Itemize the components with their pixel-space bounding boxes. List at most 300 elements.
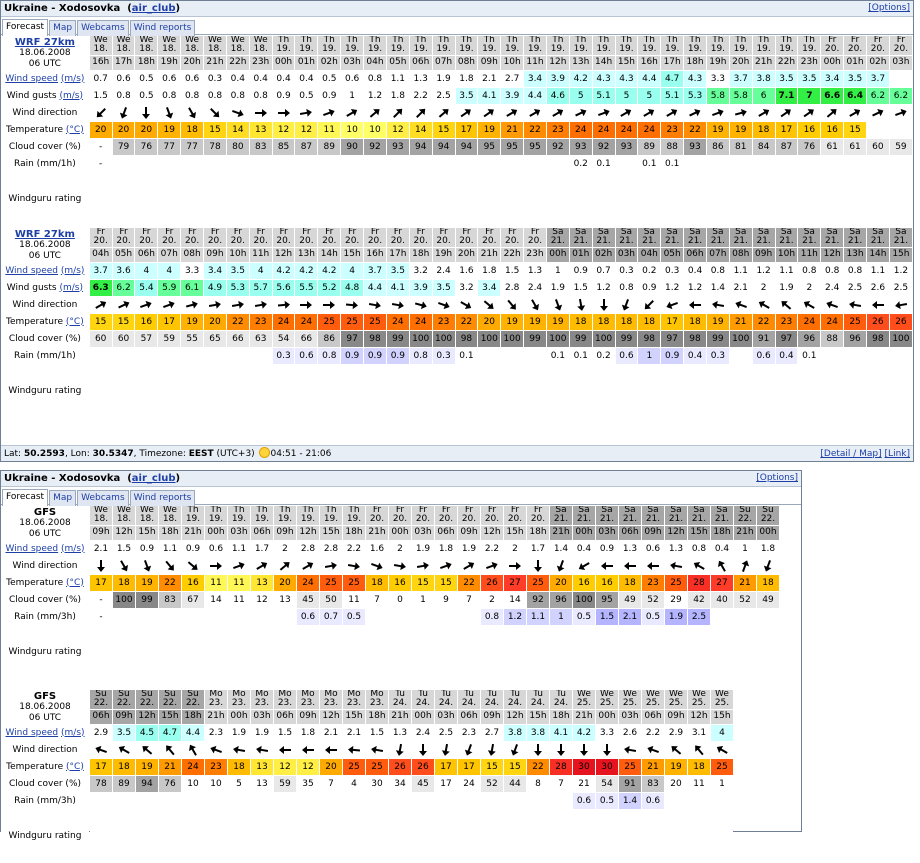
day-cell <box>665 506 687 525</box>
temperature-cell: 25 <box>343 759 365 775</box>
day-date: 23. <box>323 698 339 709</box>
units-link[interactable]: (m/s) <box>60 73 85 84</box>
club-link[interactable]: air_club <box>131 3 176 14</box>
link-link[interactable]: [Link] <box>884 449 910 459</box>
day-name: Mo <box>232 690 246 700</box>
spot-title: Ukraine - Xodosovka <box>4 3 121 14</box>
tab-webcams[interactable]: Webcams <box>77 20 129 36</box>
wind-speed-cell: 4 <box>711 725 733 741</box>
temperature-cell: 17 <box>90 575 112 591</box>
cloud-cover-cell: 57 <box>135 331 157 347</box>
hour-cell: 06h <box>435 526 457 540</box>
cloud-cover-cell: 5 <box>228 776 250 792</box>
wind-speed-cell: 2.1 <box>478 71 500 87</box>
day-cell <box>341 36 363 55</box>
wind-arrow-icon <box>482 298 496 312</box>
day-cell <box>90 228 112 247</box>
wind-arrow-icon <box>757 106 771 120</box>
wind-direction-cell <box>135 105 157 121</box>
temperature-cell: 24 <box>182 759 204 775</box>
wind-speed-label <box>1 725 89 741</box>
rain-cell <box>456 156 478 172</box>
wind-gust-cell: 0.8 <box>181 88 203 104</box>
wind-direction-cell <box>821 105 843 121</box>
day-name: Th <box>758 36 770 46</box>
units-link[interactable]: (m/s) <box>61 543 85 554</box>
wind-direction-cell <box>684 105 706 121</box>
day-cell <box>113 36 135 55</box>
temperature-cell: 30 <box>573 759 595 775</box>
hour-cell: 18h <box>711 526 733 540</box>
day-name: Fr <box>188 228 197 238</box>
hour-cell: 02h <box>593 248 615 262</box>
cloud-cover-cell: 78 <box>90 776 112 792</box>
temperature-cell: 25 <box>844 314 866 330</box>
wind-arrow-icon <box>485 559 499 573</box>
temperature-cell: 24 <box>387 314 409 330</box>
rain-cell <box>250 348 272 364</box>
cloud-cover-cell: 100 <box>730 331 752 347</box>
rain-cell: 0.1 <box>661 156 683 172</box>
rain-cell <box>204 348 226 364</box>
day-cell <box>619 690 641 709</box>
day-cell <box>711 690 733 709</box>
wind-direction-cell <box>688 558 710 574</box>
day-cell <box>251 690 273 709</box>
day-cell <box>753 36 775 55</box>
wind-arrow-icon <box>669 559 683 573</box>
wind-direction-cell <box>524 297 546 313</box>
wind-speed-cell: 0.5 <box>318 71 340 87</box>
units-link[interactable]: (°C) <box>65 316 84 327</box>
wind-direction-cell <box>844 105 866 121</box>
day-cell <box>458 690 480 709</box>
tab-webcams[interactable]: Webcams <box>77 490 129 506</box>
day-date: 20. <box>253 236 268 247</box>
rain-cell: 0.5 <box>596 793 618 809</box>
day-name: Su <box>762 506 774 516</box>
wind-gust-cell: 0.8 <box>616 280 638 296</box>
day-date: 19. <box>367 44 383 55</box>
wind-direction-cell <box>158 105 180 121</box>
rain-cell <box>821 156 843 172</box>
day-date: 19. <box>527 44 543 55</box>
rain-cell <box>343 793 365 809</box>
day-date: 20. <box>461 514 477 525</box>
wind-gust-cell: 0.9 <box>638 280 660 296</box>
units-link[interactable]: (m/s) <box>59 282 83 293</box>
rating-area <box>90 173 912 225</box>
temperature-cell: 18 <box>684 314 706 330</box>
temperature-cell: 24 <box>638 122 660 138</box>
wind-speed-cell: 4.4 <box>182 725 204 741</box>
day-date: 23. <box>369 698 385 709</box>
day-date: 25. <box>599 698 615 709</box>
hour-cell: 03h <box>890 56 912 70</box>
wind-gust-cell: 2.2 <box>410 88 432 104</box>
cloud-cover-cell: 81 <box>730 139 752 155</box>
day-date: 24. <box>530 698 546 709</box>
rating-row <box>1 173 912 225</box>
day-name: Sa <box>826 228 838 238</box>
model-name[interactable]: WRF 27km <box>14 229 75 240</box>
wind-arrow-icon <box>711 106 725 120</box>
day-name: Th <box>712 36 724 46</box>
day-date: 18. <box>93 44 108 55</box>
wind-direction-cell <box>159 742 181 758</box>
cloud-cover-cell: 100 <box>433 331 455 347</box>
day-name: Fr <box>325 228 334 238</box>
hour-cell: 09h <box>113 710 135 724</box>
cloud-cover-text: Cloud cover (%) <box>8 594 82 605</box>
wind-arrow-icon <box>140 743 154 757</box>
wind-gust-cell: 6.2 <box>867 88 889 104</box>
cloud-cover-cell: 96 <box>550 592 572 608</box>
rain-cell: 0.8 <box>481 609 503 625</box>
hour-cell: 12h <box>665 526 687 540</box>
windguru-rating-text: Windguru rating <box>8 193 82 204</box>
day-date: 19. <box>710 44 726 55</box>
day-date: 21. <box>687 236 703 247</box>
wind-direction-cell <box>527 558 549 574</box>
day-date: 23. <box>254 698 270 709</box>
tab-map[interactable]: Map <box>49 20 76 36</box>
wind-arrow-icon <box>370 743 384 757</box>
temperature-cell: 11 <box>228 575 250 591</box>
cloud-cover-cell: 89 <box>638 139 660 155</box>
day-name: Sa <box>712 228 724 238</box>
rain-cell <box>250 156 272 172</box>
rain-cell: 0.3 <box>707 348 729 364</box>
cloud-cover-cell: 14 <box>504 592 526 608</box>
options-link[interactable]: [Options] <box>756 473 798 483</box>
rating-area <box>90 810 733 862</box>
rain-cell <box>251 609 273 625</box>
day-cell <box>250 36 272 55</box>
tab-forecast[interactable]: Forecast <box>2 19 48 36</box>
wind-speed-cell: 2.1 <box>90 541 112 557</box>
units-link[interactable]: (°C) <box>65 124 84 135</box>
wind-gust-cell: 2.8 <box>501 280 523 296</box>
rain-cell: 1 <box>638 348 660 364</box>
temperature-cell: 18 <box>366 575 388 591</box>
hour-cell: 17h <box>661 56 683 70</box>
wind-arrow-icon <box>439 559 453 573</box>
day-cell <box>867 228 889 247</box>
wind-direction-cell <box>688 742 710 758</box>
rain-cell: 0.1 <box>570 348 592 364</box>
day-cell <box>410 36 432 55</box>
wind-arrow-icon <box>209 559 223 573</box>
club-link[interactable]: air_club <box>131 473 176 484</box>
forecast-table <box>0 689 734 863</box>
temperature-cell: 12 <box>297 759 319 775</box>
temperature-cell: 18 <box>228 759 250 775</box>
day-name: Th <box>325 506 337 516</box>
hour-cell: 12h <box>136 710 158 724</box>
wind-speed-cell: 1.3 <box>665 541 687 557</box>
wind-arrow-icon <box>322 298 336 312</box>
temperature-cell: 21 <box>642 759 664 775</box>
wind-direction-cell <box>136 558 158 574</box>
day-cell <box>593 228 615 247</box>
wind-arrow-icon <box>642 106 656 120</box>
day-name: Fr <box>896 36 906 46</box>
wind-speed-cell: 1.9 <box>433 71 455 87</box>
wind-speed-cell: 4.2 <box>273 263 295 279</box>
day-name: Th <box>302 506 314 516</box>
wind-arrow-icon <box>665 298 679 312</box>
wind-speed-cell: 0.6 <box>181 71 203 87</box>
cloud-cover-cell: 95 <box>524 139 546 155</box>
wind-gust-cell: 0.8 <box>250 88 272 104</box>
day-date: 19. <box>687 44 703 55</box>
day-cell <box>821 228 843 247</box>
temperature-cell: 11 <box>205 575 227 591</box>
units-link[interactable]: (°C) <box>66 761 84 772</box>
cloud-cover-cell: 7 <box>458 592 480 608</box>
hour-cell: 18h <box>684 56 706 70</box>
tab-forecast[interactable]: Forecast <box>2 489 48 506</box>
cloud-cover-cell: 1 <box>711 776 733 792</box>
units-link[interactable]: (°C) <box>66 577 84 588</box>
wind-speed-link[interactable]: Wind speed <box>5 265 59 276</box>
hour-cell: 09h <box>297 710 319 724</box>
day-name: We <box>117 506 131 516</box>
wind-arrow-icon <box>779 298 793 312</box>
day-cell <box>844 36 866 55</box>
day-name: We <box>93 36 108 46</box>
options-link[interactable]: [Options] <box>868 3 910 13</box>
day-name: Su <box>118 690 130 700</box>
rain-cell <box>730 348 752 364</box>
day-cell <box>573 690 595 709</box>
day-name: Mo <box>324 690 338 700</box>
cloud-cover-cell: 13 <box>251 776 273 792</box>
day-name: Th <box>300 36 313 46</box>
wind-arrow-icon <box>393 743 407 757</box>
wind-arrow-icon <box>254 106 268 120</box>
cloud-cover-cell: 100 <box>547 331 569 347</box>
day-cell <box>570 36 592 55</box>
wind-arrow-icon <box>186 559 200 573</box>
hour-cell: 09h <box>753 248 775 262</box>
day-name: Th <box>529 36 541 46</box>
wind-arrow-icon <box>232 743 246 757</box>
wind-speed-cell: 4 <box>158 263 180 279</box>
hour-cell: 14h <box>593 56 615 70</box>
day-name: Sa <box>670 506 682 516</box>
wind-direction-cell <box>661 297 683 313</box>
cloud-cover-cell: 52 <box>734 592 756 608</box>
day-date: 19. <box>344 44 360 55</box>
wind-speed-cell: 1.5 <box>113 541 135 557</box>
windguru-rating-text: Windguru rating <box>8 385 82 396</box>
rain-label <box>1 156 89 172</box>
day-cell <box>734 506 756 525</box>
hour-cell: 18h <box>550 710 572 724</box>
model-name: GFS <box>33 507 57 518</box>
wind-gust-cell: 5.1 <box>593 88 615 104</box>
tab-wind-reports[interactable]: Wind reports <box>130 490 196 506</box>
hour-cell: 15h <box>320 526 342 540</box>
day-date: 20. <box>299 236 314 247</box>
cloud-cover-cell: 14 <box>205 592 227 608</box>
wind-direction-cell <box>295 105 317 121</box>
wind-speed-cell: 1.5 <box>366 725 388 741</box>
day-date: 19. <box>504 44 520 55</box>
wind-gust-cell: 1.2 <box>684 280 706 296</box>
day-name: We <box>646 690 660 700</box>
day-date: 20. <box>390 236 406 247</box>
wind-arrow-icon <box>505 106 519 120</box>
wind-direction-cell <box>501 105 523 121</box>
cloud-cover-cell: 94 <box>136 776 158 792</box>
temperature-cell: 28 <box>688 575 710 591</box>
rain-cell: 0.3 <box>273 348 295 364</box>
rain-cell <box>113 793 135 809</box>
rain-cell <box>113 348 135 364</box>
temperature-cell: 21 <box>734 575 756 591</box>
hour-cell: 07h <box>707 248 729 262</box>
temperature-cell: 18 <box>688 759 710 775</box>
day-cell <box>320 690 342 709</box>
rain-cell <box>318 156 340 172</box>
wind-direction-cell <box>159 558 181 574</box>
units-link[interactable]: (m/s) <box>61 727 85 738</box>
wind-speed-link[interactable]: Wind speed <box>5 543 59 554</box>
day-date: 18. <box>184 44 200 55</box>
day-cell <box>366 506 388 525</box>
wind-speed-link[interactable]: Wind speed <box>5 73 59 84</box>
wind-direction-cell <box>573 742 595 758</box>
rain-cell <box>478 348 500 364</box>
temperature-cell: 23 <box>642 575 664 591</box>
wind-arrow-icon <box>117 298 131 312</box>
wind-direction-cell <box>341 297 363 313</box>
day-cell <box>501 228 523 247</box>
rain-cell <box>205 793 227 809</box>
cloud-cover-cell: 100 <box>478 331 500 347</box>
cloud-cover-cell: 60 <box>113 331 135 347</box>
wind-arrow-icon <box>551 106 565 120</box>
day-date: 19. <box>459 44 474 55</box>
day-date: 22. <box>162 698 178 709</box>
model-name[interactable]: WRF 27km <box>14 37 75 48</box>
day-date: 21. <box>710 236 726 247</box>
wind-gust-cell: 1.5 <box>570 280 592 296</box>
temperature-cell: 24 <box>273 314 295 330</box>
day-cell <box>297 690 319 709</box>
wind-gust-cell: 5.5 <box>295 280 317 296</box>
hour-cell: 00h <box>412 710 434 724</box>
units-link[interactable]: (m/s) <box>59 90 83 101</box>
day-date: 19. <box>300 514 316 525</box>
wind-direction-cell <box>343 558 365 574</box>
rain-cell <box>798 156 820 172</box>
hour-cell: 01h <box>844 56 866 70</box>
hour-cell: 15h <box>527 710 549 724</box>
rain-cell: 0.8 <box>318 348 340 364</box>
cloud-cover-cell: 50 <box>320 592 342 608</box>
temperature-cell: 13 <box>251 759 273 775</box>
day-cell <box>478 36 500 55</box>
wind-direction-cell <box>295 297 317 313</box>
temperature-cell: 12 <box>295 122 317 138</box>
day-date: 19. <box>276 44 291 55</box>
hour-cell: 05h <box>387 56 409 70</box>
rain-cell <box>90 793 112 809</box>
day-date: 21. <box>573 236 588 247</box>
wind-direction-cell <box>593 297 615 313</box>
rain-cell <box>113 156 135 172</box>
wind-direction-cell <box>205 558 227 574</box>
rating-row <box>1 365 912 417</box>
day-cell <box>665 690 687 709</box>
wind-gust-cell: 5.2 <box>318 280 340 296</box>
wind-arrow-icon <box>94 559 108 573</box>
day-cell <box>181 228 203 247</box>
wind-gust-cell: 2.4 <box>821 280 843 296</box>
tab-map[interactable]: Map <box>49 490 76 506</box>
wind-direction-cell <box>410 297 432 313</box>
hour-cell: 10h <box>501 56 523 70</box>
longitude: 30.5347 <box>92 449 134 459</box>
wind-arrow-icon <box>825 106 839 120</box>
wind-direction-cell <box>867 297 889 313</box>
day-date: 24. <box>553 698 569 709</box>
wind-gust-cell: 5.3 <box>684 88 706 104</box>
hour-cell: 21h <box>205 710 227 724</box>
day-name: Fr <box>210 228 220 238</box>
wind-direction-cell <box>181 297 203 313</box>
day-date: 18. <box>139 514 155 525</box>
wind-direction-cell <box>730 105 752 121</box>
cloud-cover-cell: 93 <box>387 139 409 155</box>
temperature-cell: 25 <box>366 759 388 775</box>
forecast-date: 18.06.2008 <box>19 240 71 250</box>
rain-cell <box>410 156 432 172</box>
wind-arrow-icon <box>278 559 292 573</box>
forecast-date: 18.06.2008 <box>19 702 71 712</box>
hour-cell: 05h <box>113 248 135 262</box>
hour-cell: 13h <box>570 56 592 70</box>
tab-wind-reports[interactable]: Wind reports <box>130 20 196 36</box>
day-date: 21. <box>847 236 863 247</box>
windguru-rating-label <box>1 365 89 417</box>
cloud-cover-cell: 10 <box>182 776 204 792</box>
hour-cell: 00h <box>205 526 227 540</box>
wind-speed-link[interactable]: Wind speed <box>5 727 59 738</box>
units-link[interactable]: (m/s) <box>60 265 85 276</box>
rain-cell <box>547 156 569 172</box>
day-name: Th <box>323 36 335 46</box>
day-cell <box>181 36 203 55</box>
cloud-cover-cell: 11 <box>688 776 710 792</box>
rain-label <box>1 793 89 809</box>
wind-arrow-icon <box>347 743 361 757</box>
temperature-cell: 23 <box>776 314 798 330</box>
day-name: Th <box>735 36 747 46</box>
temperature-cell: 25 <box>619 759 641 775</box>
temperature-cell: 24 <box>570 122 592 138</box>
wind-speed-cell: 3.3 <box>707 71 729 87</box>
day-cell <box>570 228 592 247</box>
wind-direction-cell <box>707 297 729 313</box>
wind-direction-cell <box>504 742 526 758</box>
day-cell <box>366 690 388 709</box>
detail-map-link[interactable]: [Detail / Map] <box>820 449 882 459</box>
